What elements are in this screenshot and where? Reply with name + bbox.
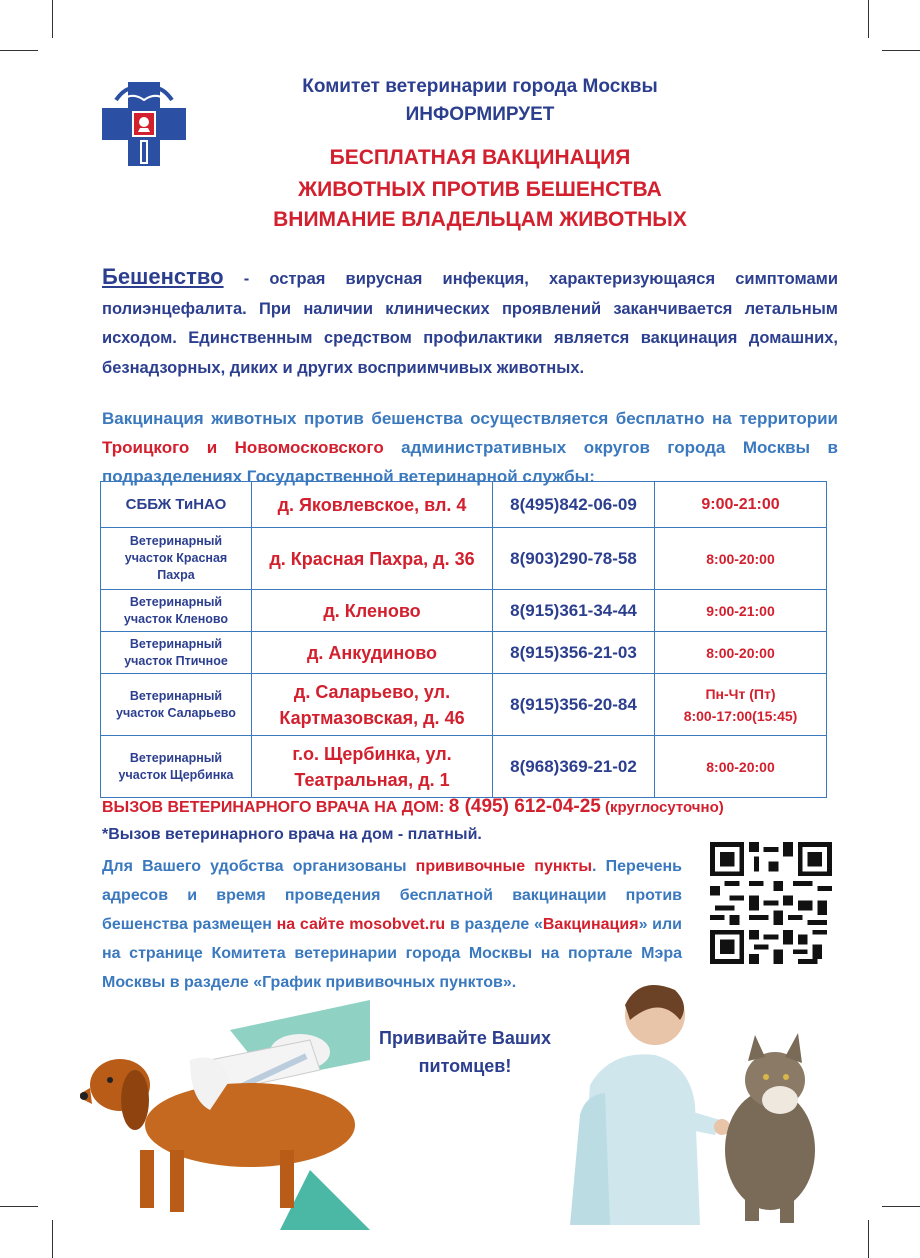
vet-with-cat-photo <box>550 975 820 1225</box>
crop-mark <box>882 1206 920 1207</box>
station-name: Ветеринарный участок Щербинка <box>101 736 252 798</box>
crop-mark <box>52 0 53 38</box>
station-phone: 8(968)369-21-02 <box>493 736 655 798</box>
districts-highlight: Троицкого и Новомосковского <box>102 438 384 457</box>
paid-call-note: *Вызов ветеринарного врача на дом - платный. <box>102 826 482 843</box>
station-address: д. Саларьево, ул. Картмазовская, д. 46 <box>252 674 493 736</box>
section-highlight: Вакцинация <box>542 916 639 933</box>
crop-mark <box>0 1206 38 1207</box>
rabies-definition <box>102 262 838 383</box>
table-row <box>101 528 827 590</box>
vet-services-table <box>100 481 827 798</box>
station-phone: 8(915)356-20-84 <box>493 674 655 736</box>
crop-mark <box>0 50 38 51</box>
crop-mark <box>868 1220 869 1258</box>
station-address: д. Яковлевское, вл. 4 <box>252 482 493 528</box>
station-address: д. Красная Пахра, д. 36 <box>252 528 493 590</box>
title-line-1: БЕСПЛАТНАЯ ВАКЦИНАЦИЯ <box>329 146 631 169</box>
crop-mark <box>868 0 869 38</box>
table-row <box>101 590 827 632</box>
home-call-line <box>102 796 724 818</box>
home-call-note: (круглосуточно) <box>600 799 724 816</box>
table-row <box>101 674 827 736</box>
vaccination-text-1: Вакцинация животных против бешенства осуществляется бесплатно на территории <box>102 409 838 428</box>
station-hours: 8:00-20:00 <box>655 736 827 798</box>
slogan-line-2: питомцев! <box>418 1056 512 1076</box>
station-phone: 8(915)356-21-03 <box>493 632 655 674</box>
station-hours <box>655 674 827 736</box>
info-text-2: . Перечень адресов и время проведения бесплатной вакцинации против бешенства размещен <box>102 858 683 933</box>
station-name: Ветеринарный участок Птичное <box>101 632 252 674</box>
table-row <box>101 632 827 674</box>
station-hours: 9:00-21:00 <box>655 482 827 528</box>
home-call-label: ВЫЗОВ ВЕТЕРИНАРНОГО ВРАЧА НА ДОМ: <box>102 799 449 816</box>
station-address: д. Анкудиново <box>252 632 493 674</box>
station-phone: 8(915)361-34-44 <box>493 590 655 632</box>
crop-mark <box>52 1220 53 1258</box>
table-row <box>101 482 827 528</box>
station-name: Ветеринарный участок Красная Пахра <box>101 528 252 590</box>
slogan-line-1: Прививайте Ваших <box>379 1028 551 1048</box>
info-text-3: в разделе « <box>445 916 543 933</box>
title-line-3: ВНИМАНИЕ ВЛАДЕЛЬЦАМ ЖИВОТНЫХ <box>273 208 687 231</box>
station-name: Ветеринарный участок Кленово <box>101 590 252 632</box>
table-row <box>101 736 827 798</box>
station-hours-times: 8:00-17:00(15:45) <box>683 707 798 724</box>
station-hours: 9:00-21:00 <box>655 590 827 632</box>
slogan <box>355 1024 575 1080</box>
points-highlight: прививочные пункты <box>415 858 593 875</box>
qr-code <box>710 842 832 964</box>
rabies-term: Бешенство <box>102 264 224 289</box>
station-hours-days: Пн-Чт (Пт) <box>705 685 776 702</box>
station-name: Ветеринарный участок Саларьево <box>101 674 252 736</box>
informs-heading: ИНФОРМИРУЕТ <box>405 104 555 125</box>
station-address: г.о. Щербинка, ул. Театральная, д. 1 <box>252 736 493 798</box>
site-phrase: на сайте <box>276 916 345 933</box>
home-call-number: 8 (495) 612-04-25 <box>448 796 601 817</box>
site-link[interactable]: mosobvet.ru <box>344 916 446 933</box>
info-text-4: » или на странице Комитета ветеринарии города Москвы на портале Мэра Москвы в разделе «График прививочных пунктов». <box>102 916 683 991</box>
vaccination-text-2: административных округов города Москвы в подразделениях Государственной ветеринарной службы: <box>102 438 838 486</box>
crop-mark <box>882 50 920 51</box>
vaccination-statement <box>102 404 838 491</box>
station-phone: 8(495)842-06-09 <box>493 482 655 528</box>
title-line-2: ЖИВОТНЫХ ПРОТИВ БЕШЕНСТВА <box>298 178 662 201</box>
station-phone: 8(903)290-78-58 <box>493 528 655 590</box>
station-address: д. Кленово <box>252 590 493 632</box>
org-name: Комитет ветеринарии города Москвы <box>302 76 658 97</box>
station-hours: 8:00-20:00 <box>655 632 827 674</box>
station-name: СББЖ ТиНАО <box>101 482 252 528</box>
dachshund-vaccination-photo <box>80 1000 370 1230</box>
info-text-1: Для Вашего удобства организованы <box>102 858 416 875</box>
rabies-definition-text: - острая вирусная инфекция, характеризующаяся симптомами полиэнцефалита. При наличии клинических проявлений заканчивается летальным исходом. Единственным средством профилактики является вакцинация домашних, безнадзорных, диких и других восприимчивых животных. <box>102 270 838 377</box>
station-hours: 8:00-20:00 <box>655 528 827 590</box>
veterinary-emblem-logo <box>100 78 188 170</box>
